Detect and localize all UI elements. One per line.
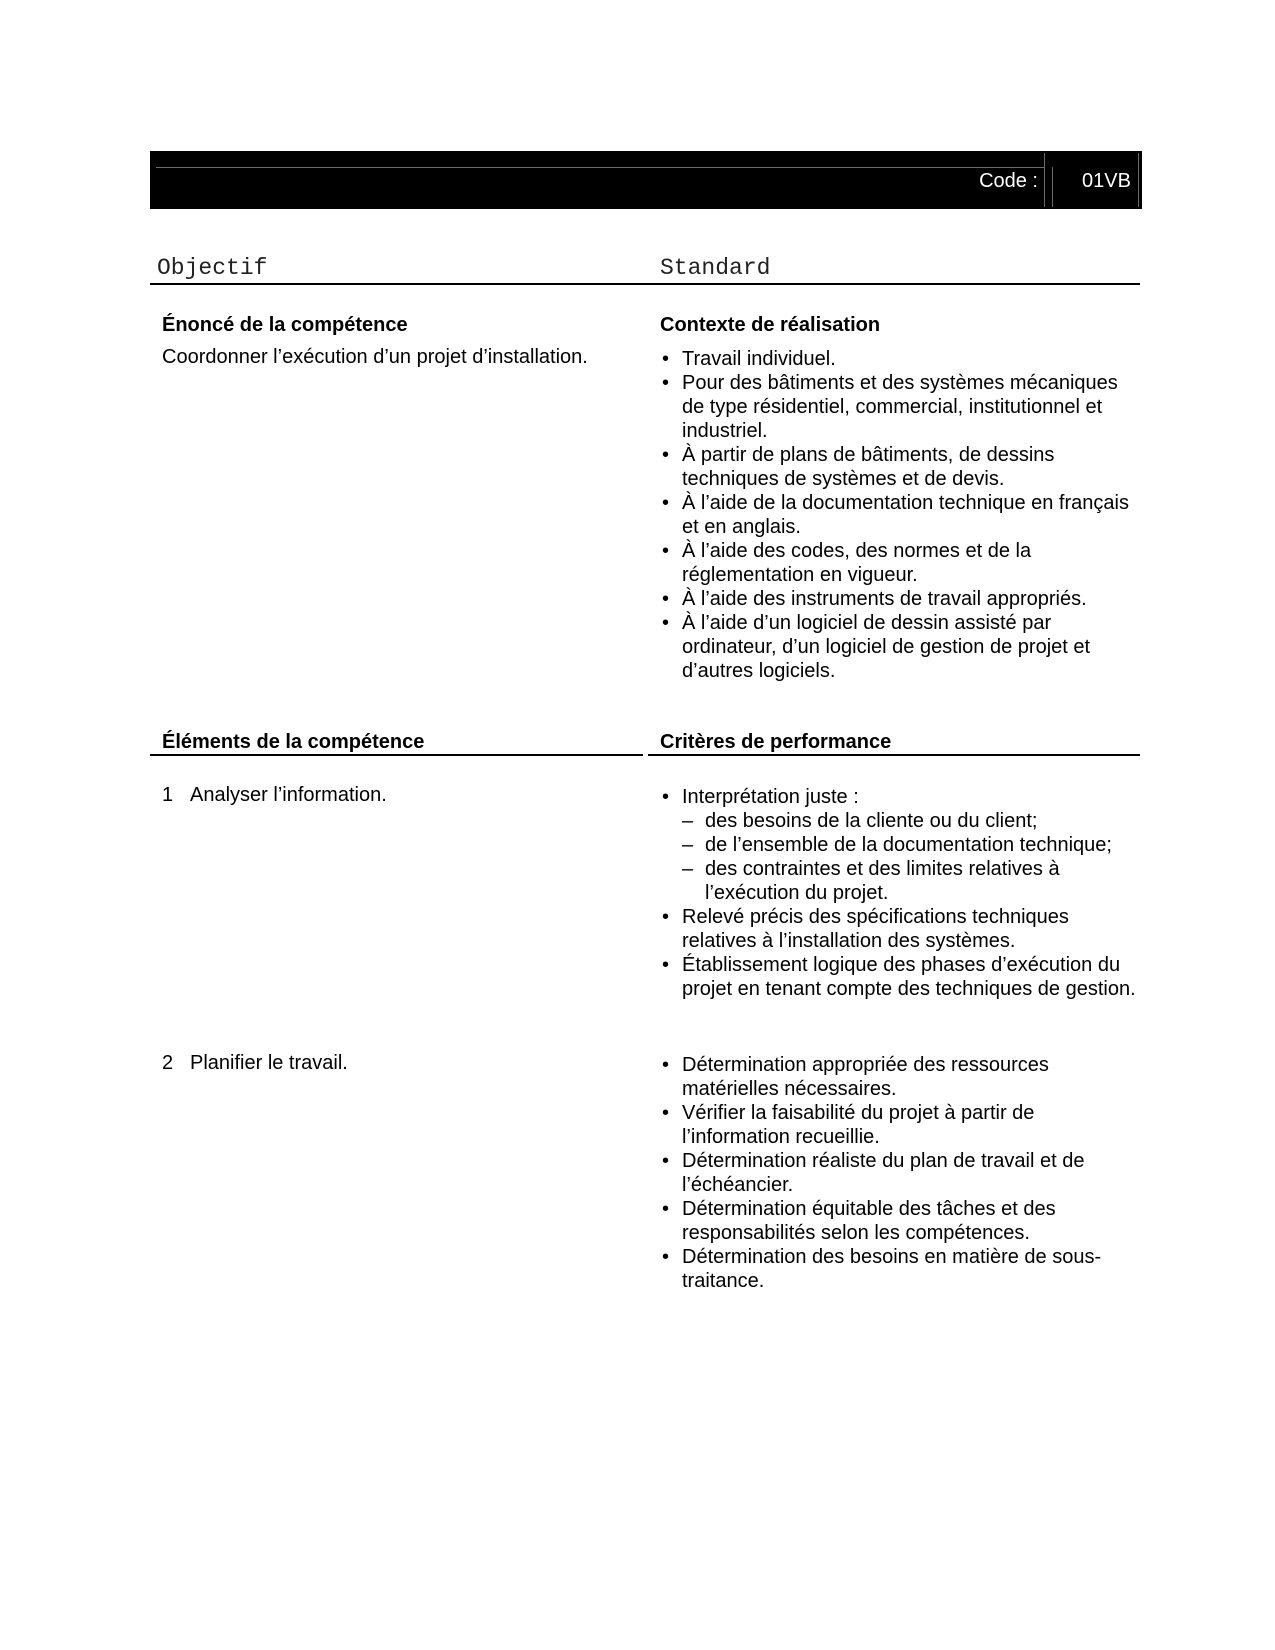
element-1 [162,783,387,807]
element-label: Analyser l’information. [190,784,387,806]
header-divider [1138,153,1139,207]
elements-heading: Éléments de la compétence [162,731,425,753]
sublist-item: – des contraintes et des limites relatives à l’exécution du projet. [682,857,1140,905]
list-item: • Détermination équitable des tâches et des responsabilités selon les compétences. [660,1197,1130,1245]
list-item: • Relevé précis des spécifications techniques relatives à l’installation des systèmes. [660,905,1140,953]
list-item: • À l’aide de la documentation technique en français et en anglais. [660,491,1130,539]
code-label: Code : [979,170,1038,192]
list-item: • À partir de plans de bâtiments, de dessins techniques de systèmes et de devis. [660,443,1130,491]
list-item [660,785,1140,905]
objectif-heading: Objectif [157,255,268,281]
criteres-rule [648,754,1140,756]
contexte-title: Contexte de réalisation [660,314,881,336]
heading-rule [150,283,1140,285]
criteria-list-1 [660,785,1140,1001]
criteres-heading: Critères de performance [660,731,892,753]
list-item: • Établissement logique des phases d’exécution du projet en tenant compte des techniques de gestion. [660,953,1140,1001]
list-item: • Pour des bâtiments et des systèmes mécaniques de type résidentiel, commercial, institutionnel et industriel. [660,371,1130,443]
list-item: • Travail individuel. [660,347,1130,371]
list-item: • À l’aide des codes, des normes et de la réglementation en vigueur. [660,539,1130,587]
elements-rule [150,754,643,756]
element-number: 2 [162,1052,174,1074]
contexte-list [660,347,1130,683]
list-item: • Détermination des besoins en matière de sous-traitance. [660,1245,1130,1293]
enonce-title: Énoncé de la compétence [162,314,408,336]
list-item: • À l’aide des instruments de travail appropriés. [660,587,1130,611]
list-item: • Détermination réaliste du plan de travail et de l’échéancier. [660,1149,1130,1197]
header-divider [1052,167,1053,207]
criteria-list-2 [660,1053,1130,1293]
sublist-item: – de l’ensemble de la documentation technique; [682,833,1140,857]
enonce-text: Coordonner l’exécution d’un projet d’installation. [162,346,588,368]
element-2 [162,1051,348,1075]
standard-heading: Standard [660,255,771,281]
header-rule [156,167,1044,168]
header-divider [1044,153,1045,207]
list-item: • Vérifier la faisabilité du projet à partir de l’information recueillie. [660,1101,1130,1149]
sublist-item: – des besoins de la cliente ou du client; [682,809,1140,833]
criteria-sublist [682,809,1140,905]
list-item: • Détermination appropriée des ressources matérielles nécessaires. [660,1053,1130,1101]
criteria-intro: Interprétation juste : [682,786,859,808]
element-label: Planifier le travail. [190,1052,348,1074]
header-bar [150,151,1142,209]
code-value: 01VB [1082,170,1131,192]
list-item: • À l’aide d’un logiciel de dessin assisté par ordinateur, d’un logiciel de gestion de projet et d’autres logiciels. [660,611,1130,683]
element-number: 1 [162,784,174,806]
